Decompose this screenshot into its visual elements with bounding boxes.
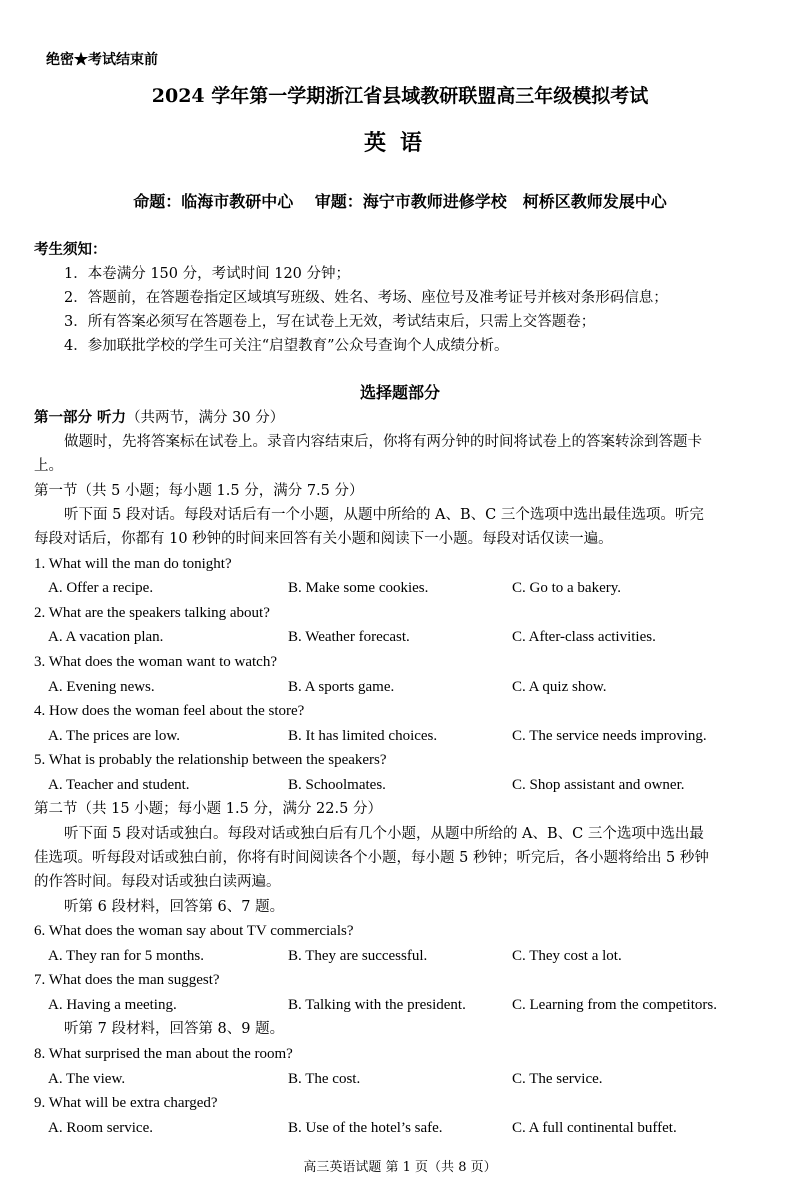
option-a: A. Teacher and student. xyxy=(48,777,190,793)
question-stem: 4. How does the woman feel about the store? xyxy=(34,703,305,719)
section1-intro: 上。 xyxy=(34,458,63,474)
option-c: C. Shop assistant and owner. xyxy=(512,777,685,793)
option-c: C. The service. xyxy=(512,1071,603,1087)
part-title: 选择题部分 xyxy=(359,383,440,402)
option-b: B. Weather forecast. xyxy=(288,629,410,645)
authors-line: 命题：临海市教研中心 审题：海宁市教师进修学校 柯桥区教师发展中心 xyxy=(133,192,667,211)
option-b: B. Talking with the president. xyxy=(288,997,466,1013)
option-a: A. The view. xyxy=(48,1071,126,1087)
option-b: B. Use of the hotel’s safe. xyxy=(288,1120,443,1136)
section1-heading xyxy=(34,408,284,428)
sub2-intro: 听下面 5 段对话或独白。每段对话或独白后有几个小题，从题中所给的 A、B、C 三个选项中选出最 xyxy=(64,826,704,842)
option-b: B. It has limited choices. xyxy=(288,728,438,744)
material-note: 听第 7 段材料，回答第 8、9 题。 xyxy=(64,1021,285,1037)
option-a: A. Having a meeting. xyxy=(48,997,177,1013)
notice-item: 2．答题前，在答题卷指定区域填写班级、姓名、考场、座位号及准考证号并核对条形码信息； xyxy=(64,290,668,306)
sub1-heading: 第一节（共 5 小题；每小题 1.5 分，满分 7.5 分） xyxy=(34,483,364,499)
option-c: C. Learning from the competitors. xyxy=(512,997,717,1013)
question-stem: 2. What are the speakers talking about? xyxy=(34,605,270,621)
option-a: A. A vacation plan. xyxy=(48,629,164,645)
subject-title: 英语 xyxy=(363,130,436,156)
option-b: B. They are successful. xyxy=(288,948,428,964)
option-b: B. A sports game. xyxy=(288,679,395,695)
section1-intro: 做题时，先将答案标在试卷上。录音内容结束后，你将有两分钟的时间将试卷上的答案转涂到答题卡 xyxy=(64,434,702,450)
confidential-label: 绝密★考试结束前 xyxy=(46,52,158,68)
section1-heading-note: （共两节，满分 30 分） xyxy=(126,410,285,426)
notice-item: 4．参加联批学校的学生可关注“启望教育”公众号查询个人成绩分析。 xyxy=(64,338,509,354)
section1-heading-title: 第一部分 听力 xyxy=(34,409,127,426)
notice-item: 3．所有答案必须写在答题卷上，写在试卷上无效，考试结束后，只需上交答题卷； xyxy=(64,314,596,330)
exam-title: 2024 学年第一学期浙江省县域教研联盟高三年级模拟考试 xyxy=(151,85,649,107)
option-a: A. The prices are low. xyxy=(48,728,181,744)
option-c: C. A quiz show. xyxy=(512,679,607,695)
option-c: C. The service needs improving. xyxy=(512,728,707,744)
question-stem: 6. What does the woman say about TV commercials? xyxy=(34,923,354,939)
question-stem: 3. What does the woman want to watch? xyxy=(34,654,277,670)
option-a: A. Evening news. xyxy=(48,679,155,695)
question-stem: 9. What will be extra charged? xyxy=(34,1095,218,1111)
option-b: B. Make some cookies. xyxy=(288,580,429,596)
sub1-intro: 听下面 5 段对话。每段对话后有一个小题，从题中所给的 A、B、C 三个选项中选出最佳选项。听完 xyxy=(64,507,704,523)
option-b: B. Schoolmates. xyxy=(288,777,386,793)
option-c: C. They cost a lot. xyxy=(512,948,622,964)
material-note: 听第 6 段材料，回答第 6、7 题。 xyxy=(64,899,285,915)
option-a: A. Room service. xyxy=(48,1120,153,1136)
sub2-intro: 佳选项。听每段对话或独白前，你将有时间阅读各个小题，每小题 5 秒钟；听完后，各小题将给出 5 秒钟 xyxy=(34,850,709,866)
option-c: C. After-class activities. xyxy=(512,629,656,645)
question-stem: 5. What is probably the relationship between the speakers? xyxy=(34,752,387,768)
option-a: A. Offer a recipe. xyxy=(48,580,154,596)
notice-item: 1．本卷满分 150 分，考试时间 120 分钟； xyxy=(64,266,351,282)
option-c: C. A full continental buffet. xyxy=(512,1120,677,1136)
option-c: C. Go to a bakery. xyxy=(512,580,621,596)
notice-heading: 考生须知： xyxy=(34,241,107,258)
question-stem: 7. What does the man suggest? xyxy=(34,972,220,988)
question-stem: 1. What will the man do tonight? xyxy=(34,556,232,572)
page-footer: 高三英语试题 第 1 页（共 8 页） xyxy=(303,1160,497,1175)
question-stem: 8. What surprised the man about the room? xyxy=(34,1046,293,1062)
option-a: A. They ran for 5 months. xyxy=(48,948,204,964)
option-b: B. The cost. xyxy=(288,1071,361,1087)
sub1-intro: 每段对话后，你都有 10 秒钟的时间来回答有关小题和阅读下一小题。每段对话仅读一遍。 xyxy=(34,531,613,547)
sub2-heading: 第二节（共 15 小题；每小题 1.5 分，满分 22.5 分） xyxy=(34,801,382,817)
sub2-intro: 的作答时间。每段对话或独白读两遍。 xyxy=(34,874,281,890)
